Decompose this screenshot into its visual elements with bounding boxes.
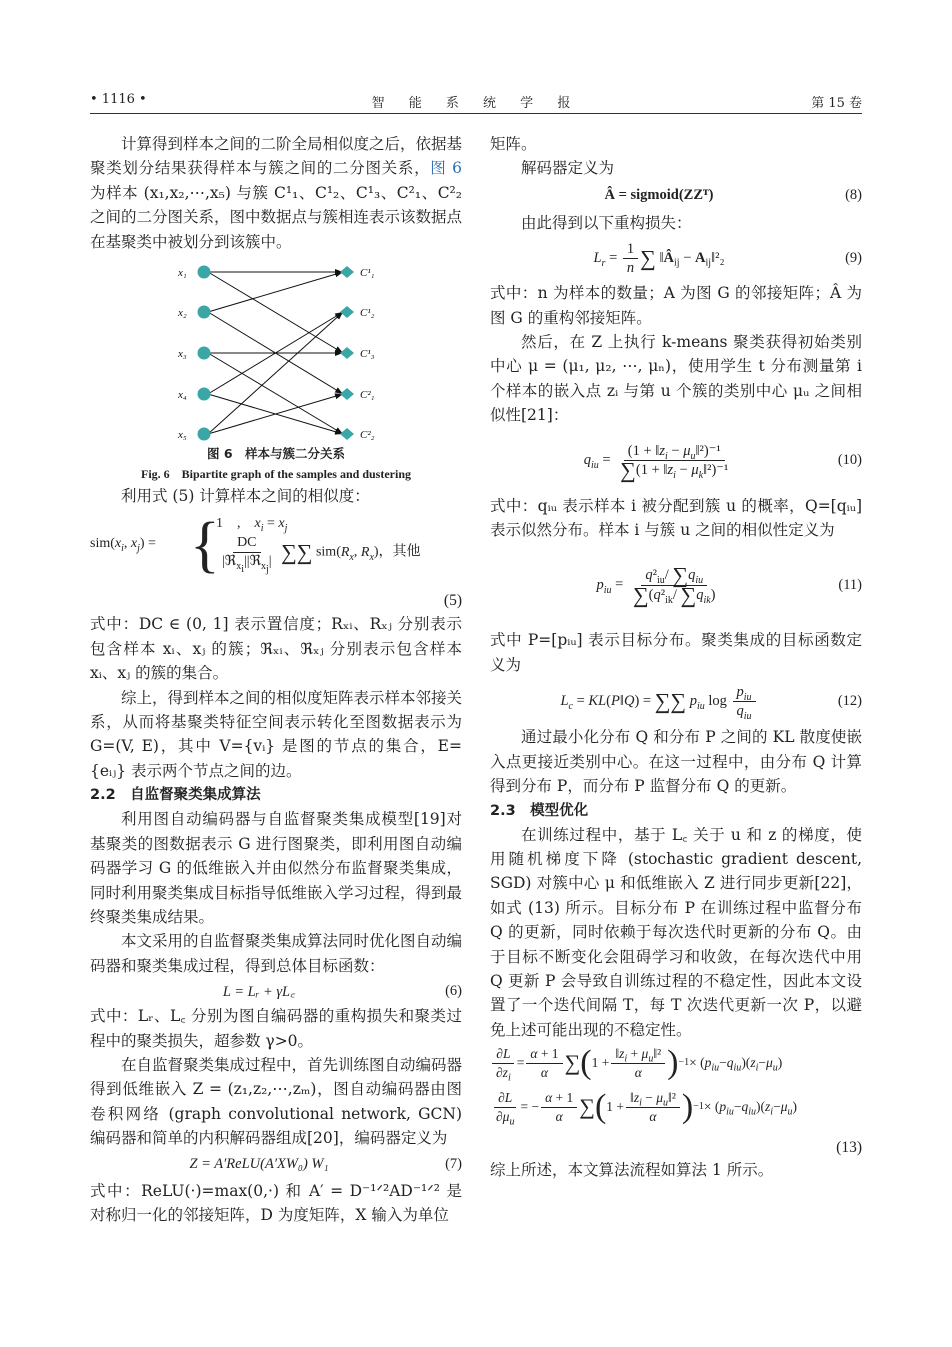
paragraph: 本文采用的自监督聚类集成算法同时优化图自动编码器和聚类集成过程，得到总体目标函数： xyxy=(90,932,463,975)
cluster-label: C¹₁ xyxy=(360,267,375,280)
paragraph: 式中：qᵢᵤ 表示样本 i 被分配到簇 u 的概率，Q=[qᵢᵤ] 表示似然分布。样本 i 与簇 u 之间的相似性定义为 xyxy=(490,496,862,540)
page-number: • 1116 • xyxy=(90,92,147,107)
paragraph: 计算得到样本之间的二阶全局相似度之后，依据基聚类划分结果获得样本与簇之间的二分图关系，图 6 为样本 (x₁,x₂,⋯,x₅) 与簇 C¹₁、C¹₂、C¹₃、C²₁、C²₂ 之间的二分图关系，图中数据点与簇相连表示该数据点在基聚类中被划分到该簇中。 xyxy=(90,135,463,251)
cluster-label: C²₂ xyxy=(360,429,375,442)
paragraph: 利用式 (5) 计算样本之间的相似度： xyxy=(121,487,370,506)
equation-13: $\frac{\partial L}{\partial z_i}$ = $\frac{\alpha + 1}{\alpha}$ ∑ ( 1 + $\frac{‖z_i + \mu_u‖^2}{\alpha}$ ) −1 × ( $p_{iu}$ − $q_{iu}$ )( $z_i$ − $\mu_u$ ) $\frac{\partial L}{\partial\mu_u}$ = − $\frac{\alpha + 1}{\alpha}$ ∑ ( 1 + $\frac{‖z_i - \mu_u‖^2}{\alpha}$ ) −1 × ( $p_{iu}$ − $q_{iu}$ )( $z_i$ − $\mu_u$ ) xyxy=(490,1042,862,1138)
equation-8: Â = sigmoid(ZZᵀ) (8) xyxy=(604,187,862,204)
journal-name: 智 能 系 统 学 报 xyxy=(371,96,581,111)
cluster-node xyxy=(340,306,354,318)
sample-node xyxy=(198,388,211,401)
cluster-label: C¹₂ xyxy=(360,307,375,320)
section-heading: 2.3 模型优化 xyxy=(490,802,589,819)
paragraph: 然后，在 Z 上执行 k-means 聚类获得初始类别中心 μ = (μ₁, μ₂, ⋯, μₙ)，使用学生 t 分布测量第 i 个样本的嵌入点 zᵢ 与第 u 个簇的类别中心 μᵤ 之间相似性[21]： xyxy=(490,333,862,425)
paragraph: 在自监督聚类集成过程中，首先训练图自动编码器得到低维嵌入 Z = (z₁,z₂,⋯,zₘ)，图自动编码器由图卷积网络 (graph convolutional network, GCN) 编码器和简单的内积解码器组成[20]，编码器定义为 xyxy=(90,1055,463,1148)
equation-12: $L_c$ = KL(P‖Q) = ∑∑ $p_{iu}$ log $\frac{p_{iu}}{q_{iu}}$ (12) xyxy=(560,683,862,722)
equation-5: $sim(x_i$, $x_j$) = { 1 , $x_i = x_j$ $\frac{DC}{|ℜ_{x_i}||ℜ_{x_j}|}$ ∑∑ $sim(R_x$, $R_x$)，其他 xyxy=(90,511,421,580)
cluster-node xyxy=(340,388,354,400)
equation-10: $q_{iu}$ = $\frac{(1 + ‖z_i - \mu_u‖^2)^{-1}}{\sum(1 + ‖z_i - \mu_k‖^2)^{-1}}$ (10) xyxy=(583,442,862,483)
header-rule xyxy=(90,113,862,114)
running-header xyxy=(90,92,862,112)
sample-label: x₄ xyxy=(178,389,187,402)
sample-label: x₃ xyxy=(178,348,187,361)
paragraph: 通过最小化分布 Q 和分布 P 之间的 KL 散度使嵌入点更接近类别中心。在这一过程中，由分布 Q 计算得到分布 P，而分布 P 监督分布 Q 的更新。 xyxy=(490,728,862,796)
equation-11: $p_{iu}$ = $\frac{q^2_{iu}/ \sum q_{iu}}{\sum(q^2_{ik}/ \sum q_{ik})}$ (11) xyxy=(596,562,862,608)
sample-node xyxy=(198,266,211,279)
paragraph: 利用图自动编码器与自监督聚类集成模型[19]对基聚类的图数据表示 G 进行图聚类，即利用图自动编码器学习 G 的低维嵌入并由似然分布监督聚类集成，同时利用聚类集成目标指导低维嵌入学习过程，得到最终聚类集成结果。 xyxy=(90,810,463,926)
paragraph: 式中：DC ∈ (0, 1] 表示置信度；Rₓᵢ、Rₓⱼ 分别表示包含样本 xᵢ、xⱼ 的簇；ℜₓᵢ、ℜₓⱼ 分别表示包含样本 xᵢ、xⱼ 的簇的集合。 xyxy=(90,615,462,683)
equation-number: (5) xyxy=(443,592,462,610)
cluster-label: C²₁ xyxy=(360,389,375,402)
paragraph: 由此得到以下重构损失： xyxy=(521,213,692,232)
sample-node xyxy=(198,306,211,319)
cluster-label: C¹₃ xyxy=(360,348,375,361)
paragraph: 综上，得到样本之间的相似度矩阵表示样本邻接关系，从而将基聚类特征空间表示转化至图数据表示为 G=(V, E)，其中 V={vᵢ} 是图的节点的集合，E={eᵢⱼ} 表示两个节点之间的边。 xyxy=(90,688,463,780)
bipartite-figure xyxy=(90,254,462,444)
sample-node xyxy=(198,347,211,360)
sample-label: x₂ xyxy=(178,307,187,320)
equation-number: (13) xyxy=(836,1139,862,1157)
equation-9: $L_r$ = $\frac{1}{n}$ ∑ $‖Â_{ij}$ − $A_{ij}‖^2_2$ (9) xyxy=(593,240,862,276)
cluster-node xyxy=(340,428,354,440)
volume-label: 第 15 卷 xyxy=(811,96,862,111)
section-heading: 2.2 自监督聚类集成算法 xyxy=(90,787,261,804)
paragraph: 解码器定义为 xyxy=(521,159,615,178)
paragraph: 式中：n 为样本的数量；A 为图 G 的邻接矩阵；Â 为图 G 的重构邻接矩阵。 xyxy=(490,284,862,327)
equation-6: L = Lᵣ + γL꜀ (6) xyxy=(222,982,462,1001)
left-column xyxy=(90,132,462,1227)
right-column xyxy=(490,132,862,1183)
sample-label: x₁ xyxy=(178,267,187,280)
figure-caption-zh: 图 6 样本与簇二分关系 xyxy=(206,446,346,462)
bipartite-graph xyxy=(90,254,462,444)
paragraph: 在训练过程中，基于 L꜀ 关于 u 和 z 的梯度，使用随机梯度下降 (stochastic gradient descent, SGD) 对簇中心 μ 和低维嵌入 Z 进行同步更新[22]，如式 (13) 所示。目标分布 P 在训练过程中监督分布 Q 的更新，同时依赖于每次迭代时更新的分布 Q。由于目标不断变化会阻碍学习和收敛，在每次迭代中用 Q 更新 P 会导致自训练过程的不稳定性，因此本文设置了一个迭代间隔 T，每 T 次迭代更新一次 P，以避免上述可能出现的不稳定性。 xyxy=(490,825,862,1039)
equation-7: Z = A′ReLU(A′XW₀) W₁ (7) xyxy=(189,1156,462,1173)
cluster-node xyxy=(340,347,354,359)
sample-label: x₅ xyxy=(178,429,187,442)
sample-node xyxy=(198,428,211,441)
paragraph: 式中：ReLU(·)=max(0,·) 和 A′ = D⁻¹ᐟ²AD⁻¹ᐟ² 是对称归一化的邻接矩阵，D 为度矩阵，X 输入为单位 xyxy=(90,1181,462,1224)
cluster-node xyxy=(340,266,354,278)
paragraph: 式中 P=[pᵢᵤ] 表示目标分布。聚类集成的目标函数定义为 xyxy=(490,631,862,674)
figure-caption-en: Fig. 6 Bipartite graph of the samples and dustering xyxy=(140,467,411,482)
figure-link[interactable]: 图 6 xyxy=(430,159,462,178)
paragraph: 综上所述，本文算法流程如算法 1 所示。 xyxy=(490,1161,774,1180)
paragraph: 矩阵。 xyxy=(490,135,537,153)
paragraph: 式中：Lᵣ、L꜀ 分别为图自编码器的重构损失和聚类过程中的聚类损失，超参数 γ>0。 xyxy=(90,1007,462,1050)
